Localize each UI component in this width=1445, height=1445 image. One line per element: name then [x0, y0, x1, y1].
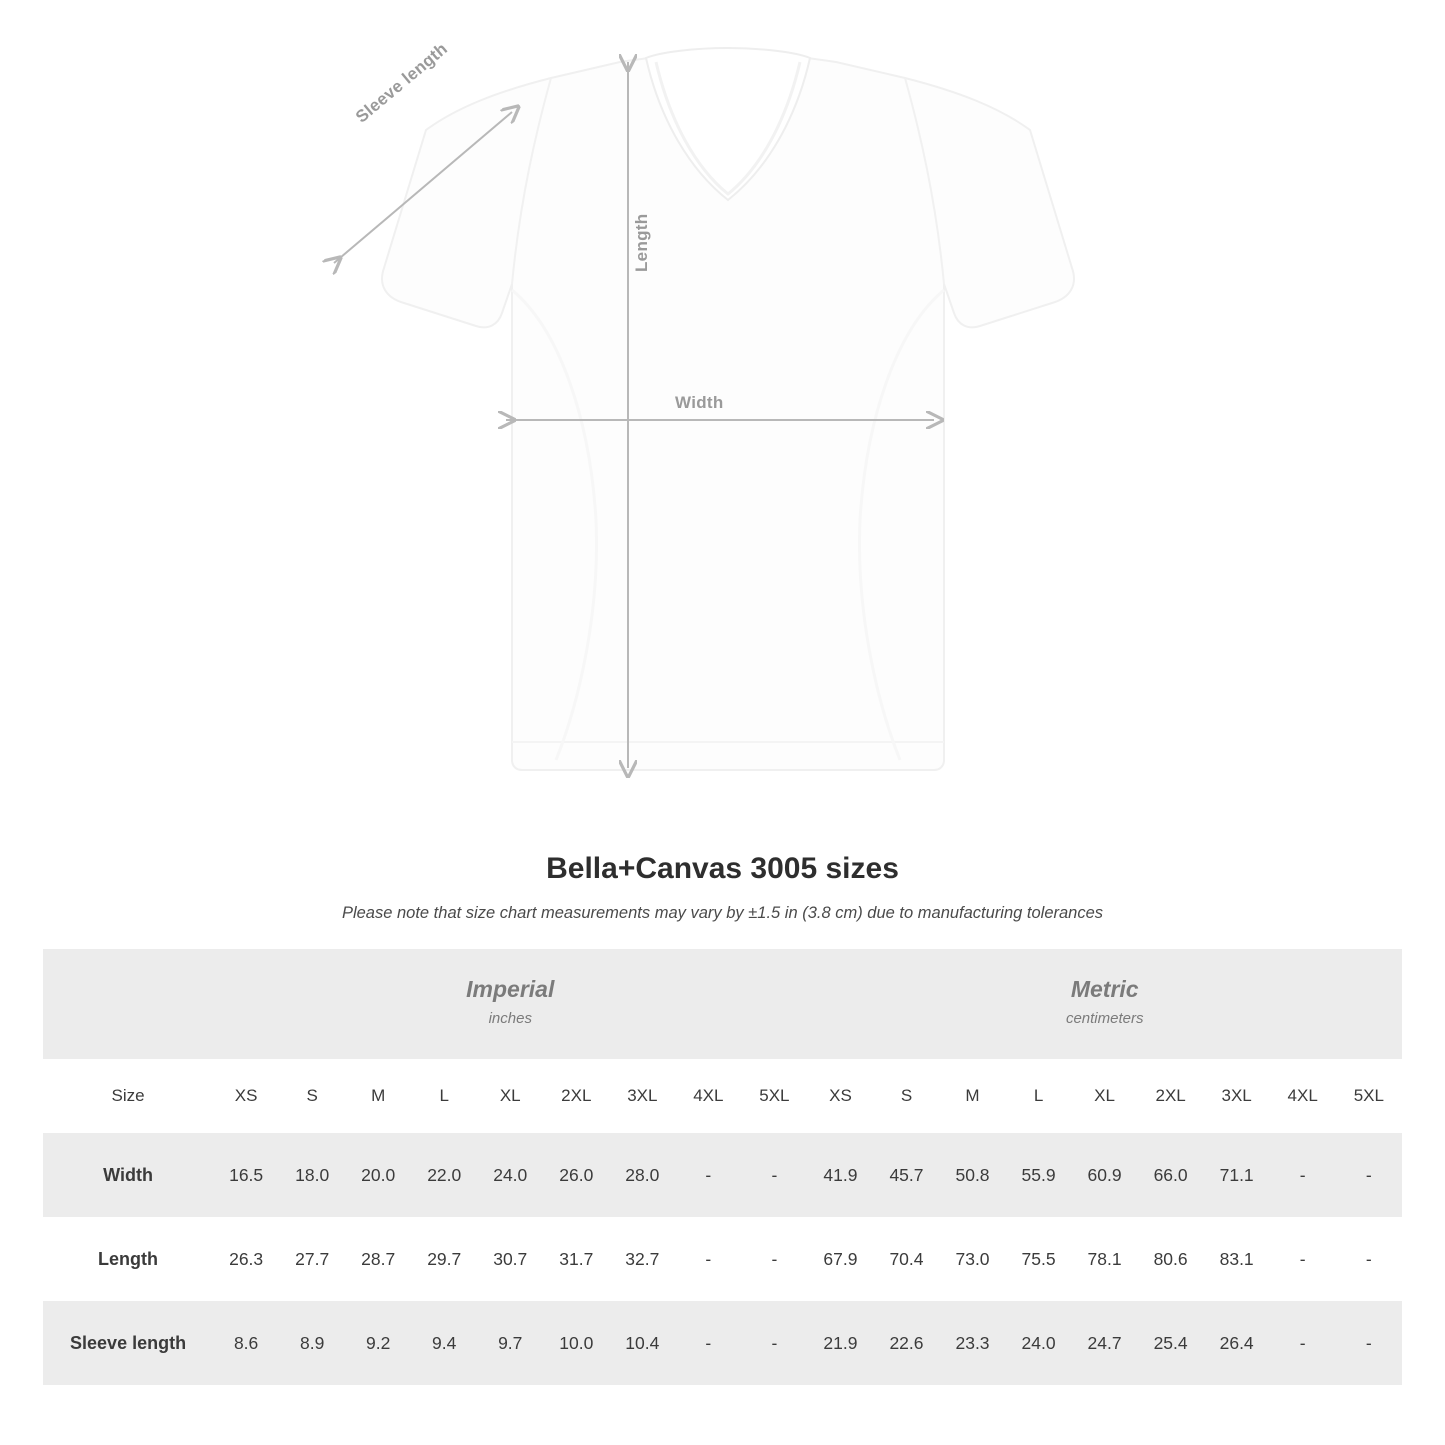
title-block [0, 852, 1445, 923]
size-header-m-imperial: M [345, 1059, 411, 1133]
cell-width-13: 60.9 [1072, 1133, 1138, 1217]
size-header-xs-metric: XS [807, 1059, 873, 1133]
cell-length-9: 67.9 [807, 1217, 873, 1301]
cell-width-0: 16.5 [213, 1133, 279, 1217]
cell-length-0: 26.3 [213, 1217, 279, 1301]
size-header-l-metric: L [1006, 1059, 1072, 1133]
cell-sleeve-13: 24.7 [1072, 1301, 1138, 1385]
cell-length-2: 28.7 [345, 1217, 411, 1301]
unit-spacer-cell [43, 949, 213, 1059]
table-row-sleeve-length [43, 1301, 1402, 1385]
cell-length-7: - [675, 1217, 741, 1301]
cell-sleeve-2: 9.2 [345, 1301, 411, 1385]
size-chart-table-wrapper [43, 949, 1402, 1385]
cell-length-3: 29.7 [411, 1217, 477, 1301]
cell-length-10: 70.4 [873, 1217, 939, 1301]
size-header-l-imperial: L [411, 1059, 477, 1133]
cell-sleeve-0: 8.6 [213, 1301, 279, 1385]
cell-length-11: 73.0 [940, 1217, 1006, 1301]
imperial-system-label: Imperial [466, 975, 555, 1002]
cell-length-14: 80.6 [1138, 1217, 1204, 1301]
size-header-xl-imperial: XL [477, 1059, 543, 1133]
length-label: Length [632, 213, 651, 272]
cell-length-17: - [1336, 1217, 1402, 1301]
size-header-xl-metric: XL [1072, 1059, 1138, 1133]
size-header-s-imperial: S [279, 1059, 345, 1133]
cell-width-6: 28.0 [609, 1133, 675, 1217]
cell-width-5: 26.0 [543, 1133, 609, 1217]
cell-width-7: - [675, 1133, 741, 1217]
metric-group-cell [807, 949, 1402, 1059]
size-header-2xl-imperial: 2XL [543, 1059, 609, 1133]
cell-length-13: 78.1 [1072, 1217, 1138, 1301]
cell-sleeve-3: 9.4 [411, 1301, 477, 1385]
metric-system-label: Metric [1070, 975, 1139, 1002]
cell-width-1: 18.0 [279, 1133, 345, 1217]
cell-sleeve-10: 22.6 [873, 1301, 939, 1385]
cell-sleeve-1: 8.9 [279, 1301, 345, 1385]
cell-sleeve-9: 21.9 [807, 1301, 873, 1385]
row-label-sleeve-length: Sleeve length [43, 1301, 213, 1385]
cell-width-3: 22.0 [411, 1133, 477, 1217]
shirt-shape [382, 48, 1074, 770]
sleeve-length-label: Sleeve length [352, 39, 452, 127]
cell-width-9: 41.9 [807, 1133, 873, 1217]
cell-length-8: - [741, 1217, 807, 1301]
cell-width-8: - [741, 1133, 807, 1217]
cell-length-6: 32.7 [609, 1217, 675, 1301]
size-header-label: Size [43, 1059, 213, 1133]
cell-sleeve-17: - [1336, 1301, 1402, 1385]
cell-sleeve-15: 26.4 [1204, 1301, 1270, 1385]
cell-width-14: 66.0 [1138, 1133, 1204, 1217]
cell-sleeve-4: 9.7 [477, 1301, 543, 1385]
cell-sleeve-5: 10.0 [543, 1301, 609, 1385]
size-header-5xl-metric: 5XL [1336, 1059, 1402, 1133]
size-header-m-metric: M [940, 1059, 1006, 1133]
chart-title: Bella+Canvas 3005 sizes [546, 852, 899, 885]
cell-length-4: 30.7 [477, 1217, 543, 1301]
row-label-length: Length [43, 1217, 213, 1301]
row-label-width: Width [43, 1133, 213, 1217]
cell-width-10: 45.7 [873, 1133, 939, 1217]
cell-width-12: 55.9 [1006, 1133, 1072, 1217]
table-row-length [43, 1217, 1402, 1301]
cell-length-12: 75.5 [1006, 1217, 1072, 1301]
width-label: Width [675, 393, 724, 412]
size-header-3xl-imperial: 3XL [609, 1059, 675, 1133]
cell-sleeve-8: - [741, 1301, 807, 1385]
size-header-4xl-metric: 4XL [1270, 1059, 1336, 1133]
cell-width-11: 50.8 [940, 1133, 1006, 1217]
size-header-3xl-metric: 3XL [1204, 1059, 1270, 1133]
chart-note: Please note that size chart measurements may vary by ±1.5 in (3.8 cm) due to manufacturing tolerances [341, 904, 1104, 922]
cell-sleeve-14: 25.4 [1138, 1301, 1204, 1385]
cell-sleeve-12: 24.0 [1006, 1301, 1072, 1385]
cell-length-1: 27.7 [279, 1217, 345, 1301]
table-row-width [43, 1133, 1402, 1217]
cell-sleeve-16: - [1270, 1301, 1336, 1385]
size-header-s-metric: S [873, 1059, 939, 1133]
imperial-group-cell [213, 949, 807, 1059]
cell-width-2: 20.0 [345, 1133, 411, 1217]
cell-sleeve-7: - [675, 1301, 741, 1385]
size-header-row [43, 1059, 1402, 1133]
imperial-unit-label: inches [488, 1009, 532, 1027]
size-chart-table [43, 949, 1402, 1385]
cell-width-15: 71.1 [1204, 1133, 1270, 1217]
cell-width-16: - [1270, 1133, 1336, 1217]
cell-length-5: 31.7 [543, 1217, 609, 1301]
cell-length-15: 83.1 [1204, 1217, 1270, 1301]
size-header-2xl-metric: 2XL [1138, 1059, 1204, 1133]
size-header-xs-imperial: XS [213, 1059, 279, 1133]
cell-length-16: - [1270, 1217, 1336, 1301]
unit-header-row [43, 949, 1402, 1059]
cell-sleeve-11: 23.3 [940, 1301, 1006, 1385]
cell-width-4: 24.0 [477, 1133, 543, 1217]
metric-unit-label: centimeters [1065, 1009, 1144, 1027]
size-header-4xl-imperial: 4XL [675, 1059, 741, 1133]
cell-width-17: - [1336, 1133, 1402, 1217]
cell-sleeve-6: 10.4 [609, 1301, 675, 1385]
size-header-5xl-imperial: 5XL [741, 1059, 807, 1133]
